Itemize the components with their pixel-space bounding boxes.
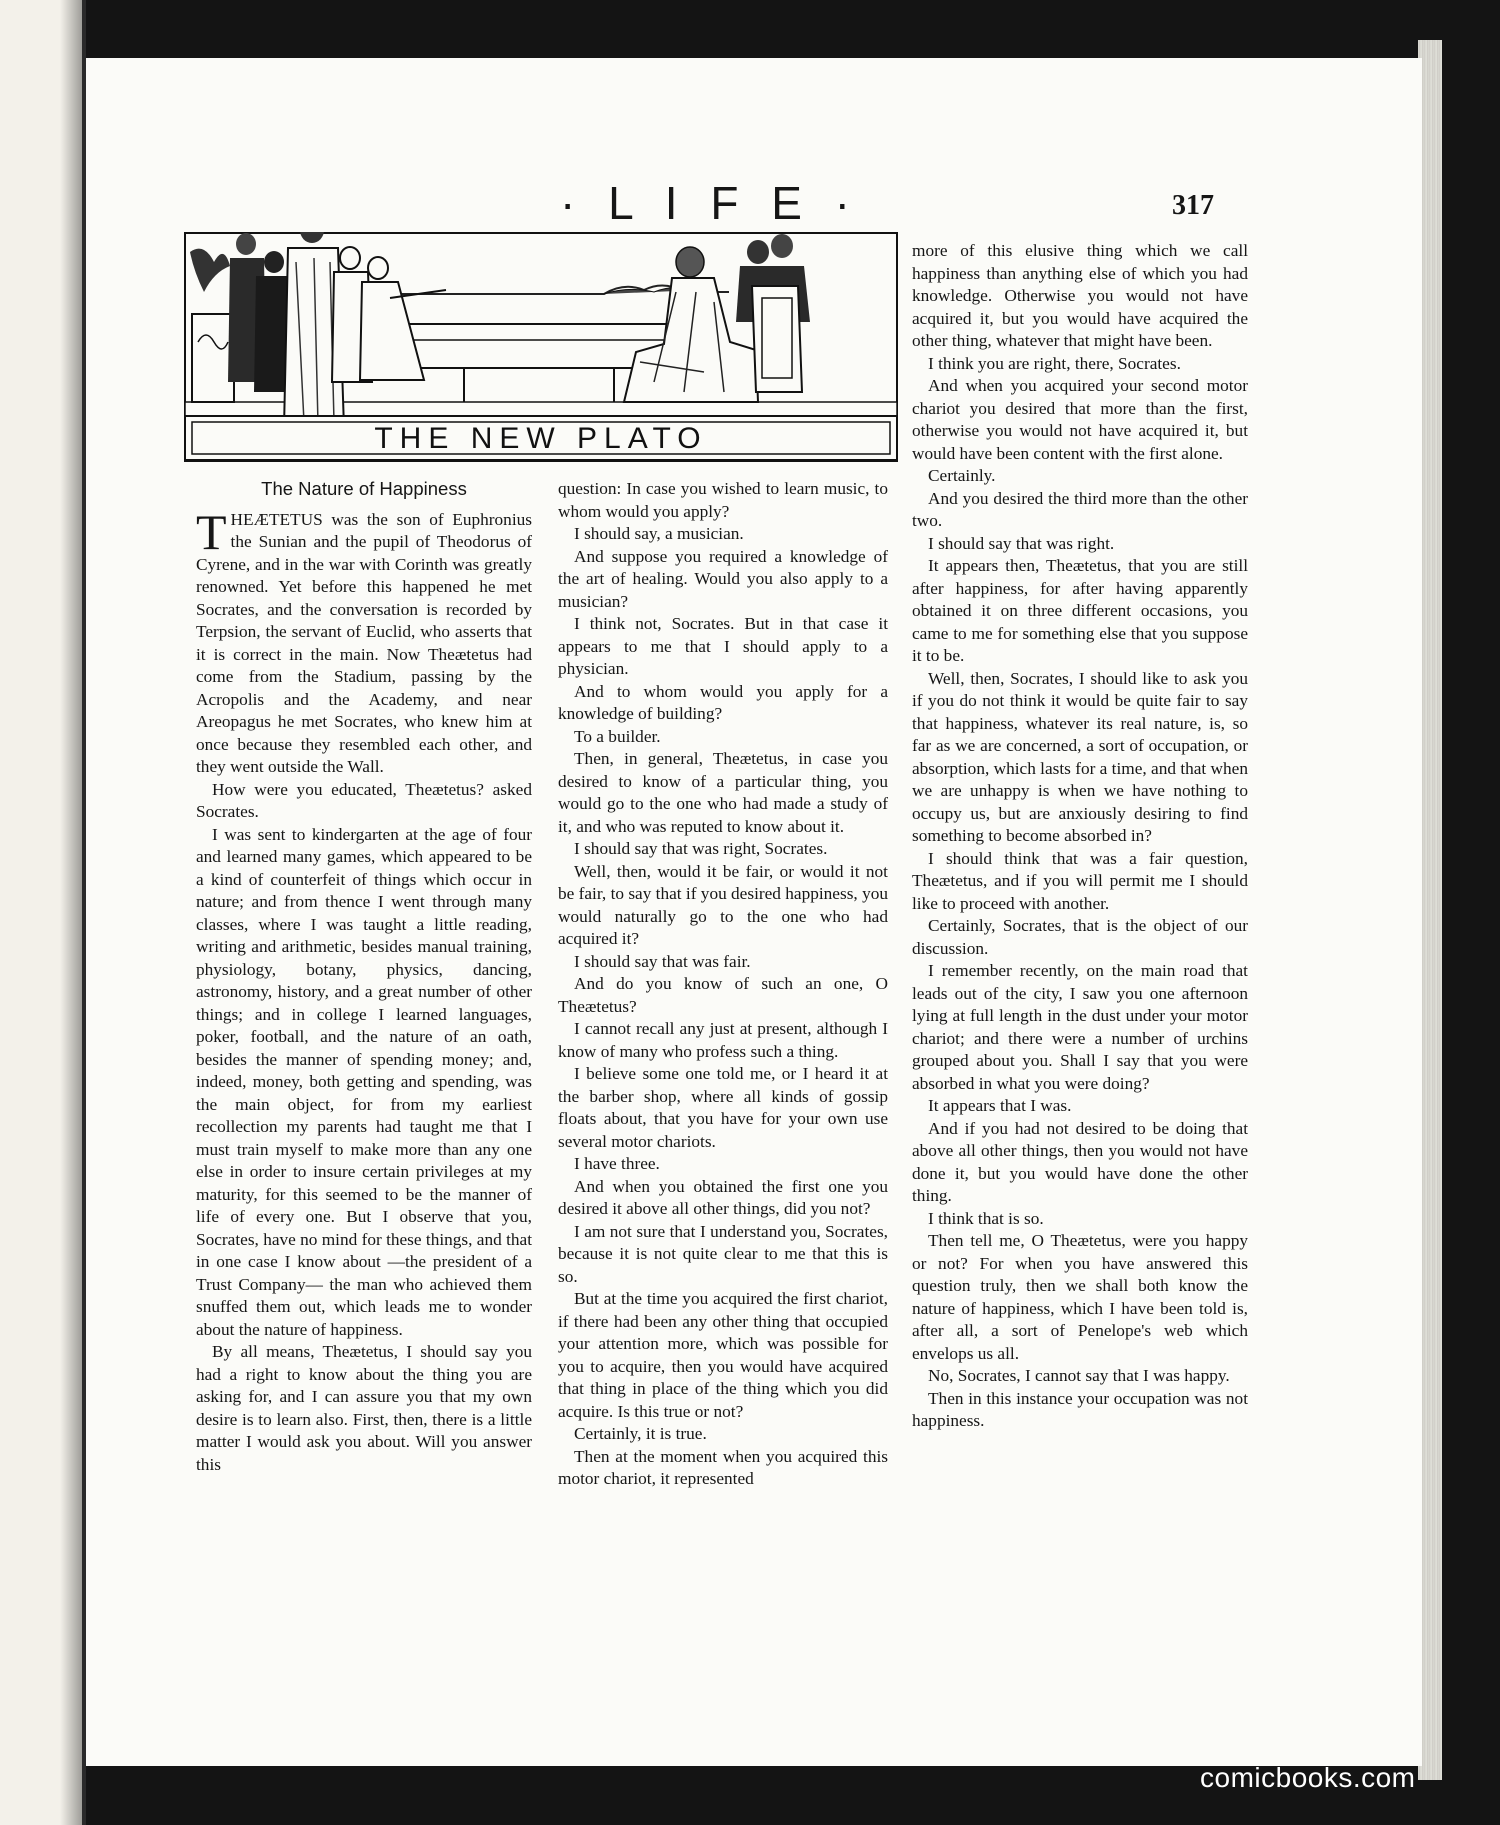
paragraph: Certainly, it is true. [574, 1424, 707, 1443]
paragraph: And you desired the third more than the other two. [912, 488, 1248, 530]
paragraph: Then in this instance your occupation was not happiness. [912, 1388, 1248, 1430]
paragraph: Well, then, Socrates, I should like to ask you if you do not think it would be quite fair to say that happiness, whatever its real nature, is, so far as we are concerned, a sort of occupation, or absorption, which lasts for a time, and that when we are unhappy is when we have nothing to occupy us, but are anxiously desiring to find something to become absorbed in? [912, 668, 1248, 845]
page-number: 317 [1172, 190, 1214, 221]
paragraph: To a builder. [574, 726, 661, 746]
paragraph: Then at the moment when you acquired this motor chariot, it represented [558, 1446, 888, 1488]
header-illustration [184, 232, 898, 462]
paragraph: I should say that was right, Socrates. [574, 839, 828, 858]
paragraph: Well, then, would it be fair, or would it not be fair, to say that if you desired happiness, you would naturally go to the one who had acquired it? [558, 861, 888, 948]
paragraph: No, Socrates, I cannot say that I was happy. [928, 1366, 1230, 1385]
paragraph: And when you obtained the first one you desired it above all other things, did you not? [558, 1176, 888, 1218]
paragraph: It appears that I was. [928, 1096, 1072, 1115]
paragraph: I believe some one told me, or I heard it at the barber shop, where all kinds of gossip floats about, that you have for your own use several motor chariots. [558, 1064, 888, 1151]
paragraph: I am not sure that I understand you, Socrates, because it is not quite clear to me that this is so. [558, 1221, 888, 1286]
paragraph: And to whom would you apply for a knowledge of building? [558, 681, 888, 723]
paragraph: I think that is so. [928, 1208, 1044, 1228]
article-column-1 [196, 478, 532, 1476]
paragraph: THEÆTETUS was the son of Euphronius the Sunian and the pupil of Theodorus of Cyrene, and in the war with Corinth was greatly renowned. Yet before this happened he met Socrates, and the conversation is recorded by Terpsion, the servant of Euclid, who asserts that it is correct in the main. Now Theætetus had come from the Stadium, passing by the Acropolis and the Academy, and near Areopagus he met Socrates, who knew him at once because they resembled each other, and they went outside the Wall. [196, 503, 532, 776]
paragraph: And when you acquired your second motor chariot you desired that more than the first, otherwise you would not have acquired it, but would have been content with the first alone. [912, 376, 1248, 463]
paragraph: And suppose you required a knowledge of the art of healing. Would you also apply to a musician? [558, 546, 888, 611]
paragraph: But at the time you acquired the first chariot, if there had been any other thing that occupied your attention more, which was possible for you to acquire, then you would have acquired that thing in place of the thing which you did acquire. Is this true or not? [558, 1289, 888, 1421]
paragraph: And do you know of such an one, O Theætetus? [558, 974, 888, 1016]
paragraph: I should say that was fair. [574, 951, 751, 971]
paragraph: I should say, a musician. [574, 524, 744, 543]
paragraph: I should think that was a fair question, Theætetus, and if you will permit me I should like to proceed with another. [912, 848, 1248, 913]
paragraph: Then, in general, Theætetus, in case you desired to know of a particular thing, you would go to the one who had made a study of it, and who was reputed to know about it. [558, 749, 888, 836]
article-title: The Nature of Happiness [261, 478, 467, 499]
facing-page-edge [0, 0, 86, 1825]
paragraph: I should say that was right. [928, 533, 1115, 553]
paragraph: It appears then, Theætetus, that you are still after happiness, for after having apparently obtained it on three different occasions, you came to me for something else that you suppose it to be. [912, 556, 1248, 665]
paragraph: I was sent to kindergarten at the age of four and learned many games, which appeared to be a kind of counterfeit of things which occur in nature; and from thence I went through many classes, where I was taught a little reading, writing and arithmetic, besides manual training, physiology, botany, physics, dancing, astronomy, history, and a great number of other things; and in college I learned languages, poker, football, and the nature of an oath, besides the manner of spending money; and, indeed, money, both getting and spending, was the main object, for from my earliest recollection my parents had taught me that I must train myself to make more than any one else in order to insure certain privileges at my maturity, for this seemed to be the manner of life of every one. But I observe that you, Socrates, have no mind for these things, and that in one case I know about —the president of a Trust Company— the man who achieved them snuffed them out, which leads me to wonder about the nature of happiness. [196, 824, 532, 1339]
paragraph: I think you are right, there, Socrates. [928, 353, 1181, 373]
paragraph: And if you had not desired to be doing that above all other things, then you would not have done it, but you would have done the other thing. [912, 1118, 1248, 1205]
paragraph: I think not, Socrates. But in that case it appears to me that I should apply to a physician. [558, 614, 888, 678]
drop-cap: T [196, 503, 227, 560]
masthead: · L I F E · [560, 177, 860, 229]
paragraph: Then tell me, O Theætetus, were you happy or not? For when you have answered this question truly, then we shall both know the nature of happiness, which I have been told is, after all, a sort of Penelope's web which envelops us all. [912, 1231, 1248, 1363]
paragraph: Certainly. [928, 466, 996, 485]
paragraph: By all means, Theætetus, I should say you had a right to know about the thing you are asking for, and I can assure you that my own desire is to learn also. First, then, there is a little matter I would ask you about. Will you answer this [196, 1342, 532, 1474]
article-column-3 [912, 240, 1248, 1433]
paragraph: I remember recently, on the main road that leads out of the city, I saw you one afternoon lying at full length in the dust under your motor chariot; and there were a number of urchins grouped about you. Shall I say that you were absorbed in what you were doing? [912, 961, 1248, 1093]
banner-title: THE NEW PLATO [374, 422, 708, 455]
paragraph: How were you educated, Theætetus? asked Socrates. [196, 779, 532, 821]
article-column-2 [558, 478, 888, 1491]
site-watermark: comicbooks.com [1200, 1762, 1416, 1793]
paragraph: Certainly, Socrates, that is the object of our discussion. [912, 916, 1248, 958]
paragraph: I cannot recall any just at present, although I know of many who profess such a thing. [558, 1019, 888, 1061]
paragraph: question: In case you wished to learn music, to whom would you apply? [558, 479, 888, 521]
paragraph: more of this elusive thing which we call happiness than anything else of which you had knowledge. Otherwise you would not have acquired it, but you would have acquired the other thing, whatever that might have been. [912, 241, 1248, 350]
paragraph: I have three. [574, 1154, 660, 1173]
